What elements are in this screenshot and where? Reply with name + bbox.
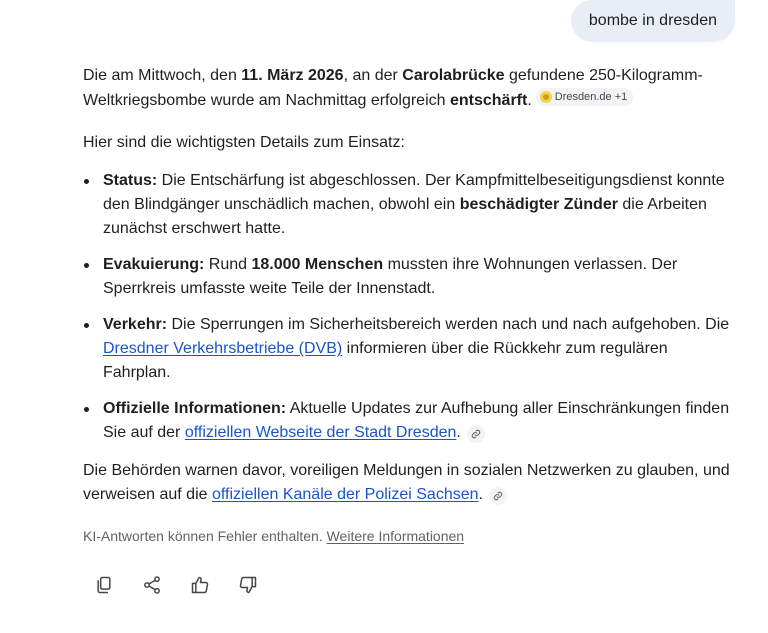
bullet-label: Offizielle Informationen:	[103, 400, 287, 417]
bullet-text: .	[456, 424, 461, 441]
list-item	[83, 397, 733, 445]
thumbs-up-button[interactable]	[189, 574, 211, 596]
dvb-link[interactable]: Dresdner Verkehrsbetriebe (DVB)	[103, 340, 343, 357]
bullet-label: Verkehr:	[103, 316, 168, 333]
police-link[interactable]: offiziellen Kanäle der Polizei Sachsen	[211, 486, 479, 503]
share-icon	[142, 575, 162, 595]
answer-intro	[83, 64, 733, 113]
closing-text: Die Behörden warnen davor, voreiligen Meldungen in sozialen Netzwerken zu glauben, und verweisen auf die	[83, 462, 730, 503]
list-item	[83, 313, 733, 385]
user-query-bubble	[571, 0, 735, 42]
bullet-emphasis: 18.000 Menschen	[251, 256, 384, 273]
bullet-label: Status:	[103, 172, 158, 189]
intro-text: .	[527, 92, 532, 109]
bullet-label: Evakuierung:	[103, 256, 205, 273]
bullet-emphasis: beschädigter Zünder	[459, 196, 618, 213]
list-item	[83, 169, 733, 241]
copy-icon	[94, 575, 114, 595]
copy-button[interactable]	[93, 574, 115, 596]
ai-disclaimer	[83, 528, 464, 544]
intro-text: Die am Mittwoch, den	[83, 67, 242, 84]
bullet-text: Aktuelle Updates zur Aufhebung aller Einschränkungen finden Sie auf der	[103, 400, 730, 441]
link-chip[interactable]	[489, 487, 507, 505]
user-query-text: bombe in dresden	[588, 12, 717, 29]
intro-location: Carolabrücke	[402, 67, 505, 84]
link-icon	[471, 429, 481, 439]
link-chip[interactable]	[467, 425, 485, 443]
bullet-text: mussten ihre Wohnungen verlassen. Der Sperrkreis umfasste weite Teile der Innenstadt.	[103, 256, 678, 297]
intro-text: gefundene 250-Kilogramm-Weltkriegsbombe wurde am Nachmittag erfolgreich	[83, 67, 703, 109]
ai-answer	[83, 64, 733, 507]
share-button[interactable]	[141, 574, 163, 596]
details-list	[83, 169, 733, 445]
thumbs-up-icon	[190, 575, 210, 595]
intro-status: entschärft	[449, 92, 528, 109]
thumbs-down-icon	[238, 575, 258, 595]
link-icon	[493, 491, 503, 501]
closing-text: .	[478, 486, 483, 503]
feedback-actions	[93, 574, 259, 596]
dresden-favicon-icon	[540, 91, 552, 103]
bullet-text: die Arbeiten zunächst erschwert hatte.	[103, 196, 707, 237]
closing-paragraph	[83, 459, 733, 507]
intro-date: 11. März 2026	[241, 67, 344, 84]
source-chip-label: Dresden.de +1	[554, 91, 628, 103]
list-item	[83, 253, 733, 301]
details-heading: Hier sind die wichtigsten Details zum Einsatz:	[83, 134, 405, 151]
bullet-text: Die Entschärfung ist abgeschlossen. Der Kampfmittelbeseitigungsdienst konnte den Blindgänger unschädlich machen, obwohl ein	[103, 172, 725, 213]
disclaimer-text: KI-Antworten können Fehler enthalten.	[83, 528, 327, 544]
bullet-text: Die Sperrungen im Sicherheitsbereich werden nach und nach aufgehoben. Die	[167, 316, 730, 333]
city-website-link[interactable]: offiziellen Webseite der Stadt Dresden	[184, 424, 457, 441]
bullet-text: informieren über die Rückkehr zum regulären Fahrplan.	[103, 340, 668, 381]
source-chip[interactable]	[536, 88, 633, 106]
thumbs-down-button[interactable]	[237, 574, 259, 596]
intro-text: , an der	[343, 67, 403, 84]
bullet-text: Rund	[204, 256, 252, 273]
more-info-link[interactable]: Weitere Informationen	[326, 528, 465, 544]
